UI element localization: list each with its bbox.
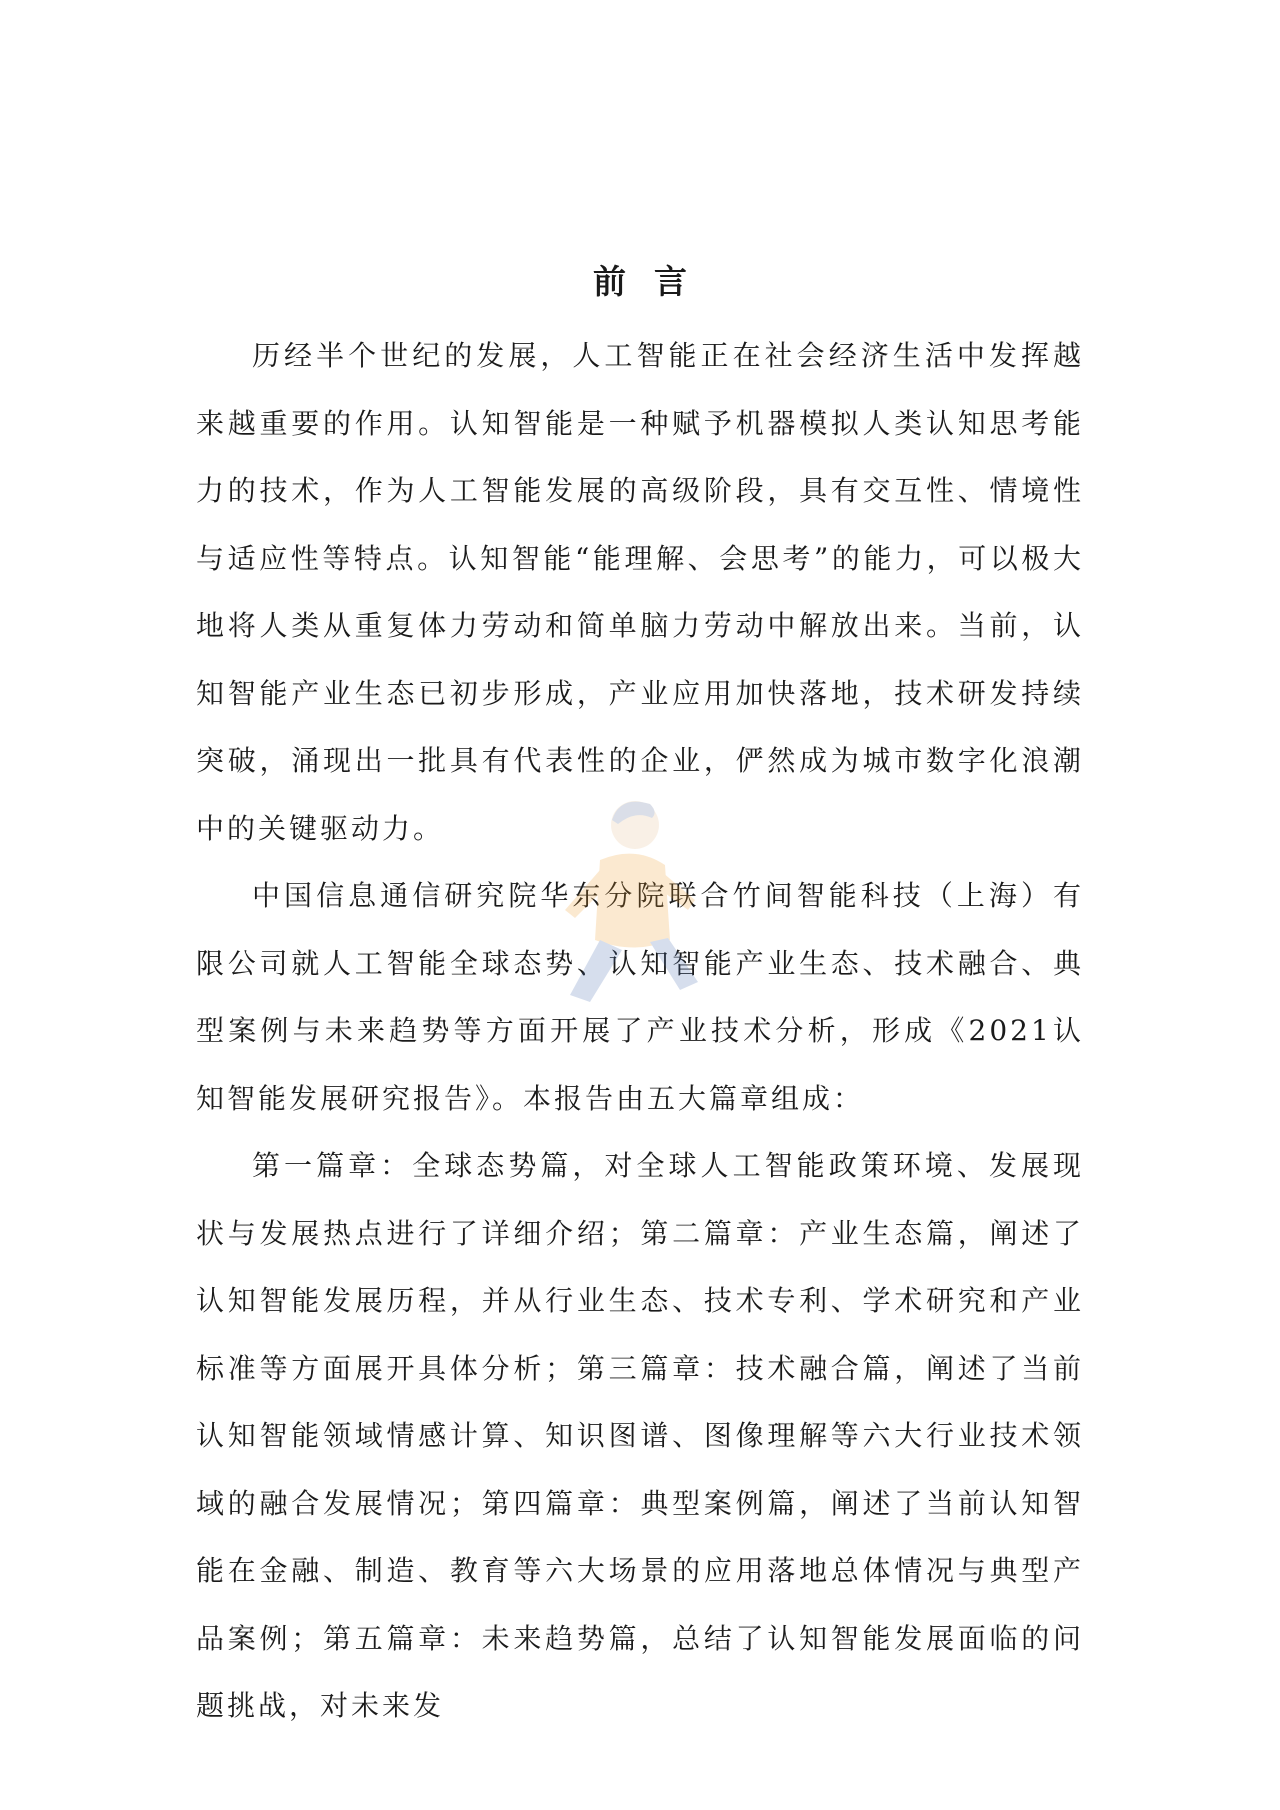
- watermark-leg-right: [650, 938, 698, 990]
- watermark-leg-left: [570, 940, 622, 1002]
- watermark-body: [595, 854, 670, 948]
- body-text: [196, 322, 1084, 1740]
- running-person-icon: [540, 790, 710, 1020]
- page-title: 前言: [593, 262, 715, 301]
- paragraph-report: 中国信息通信研究院华东分院联合竹间智能科技（上海）有限公司就人工智能全球态势、认知智能产业生态、技术融合、典型案例与未来趋势等方面开展了产业技术分析，形成《2021认知智能发展研究报告》。本报告由五大篇章组成：: [196, 879, 1084, 1115]
- paragraph-chapters: 第一篇章：全球态势篇，对全球人工智能政策环境、发展现状与发展热点进行了详细介绍；第二篇章：产业生态篇，阐述了认知智能发展历程，并从行业生态、技术专利、学术研究和产业标准等方面展开具体分析；第三篇章：技术融合篇，阐述了当前认知智能领域情感计算、知识图谱、图像理解等六大行业技术领域的融合发展情况；第四篇章：典型案例篇，阐述了当前认知智能在金融、制造、教育等六大场景的应用落地总体情况与典型产品案例；第五篇章：未来趋势篇，总结了认知智能发展面临的问题挑战，对未来发: [196, 1149, 1084, 1722]
- paragraph-intro: 历经半个世纪的发展，人工智能正在社会经济生活中发挥越来越重要的作用。认知智能是一种赋予机器模拟人类认知思考能力的技术，作为人工智能发展的高级阶段，具有交互性、情境性与适应性等特点。认知智能“能理解、会思考”的能力，可以极大地将人类从重复体力劳动和简单脑力劳动中解放出来。当前，认知智能产业生态已初步形成，产业应用加快落地，技术研发持续突破，涌现出一批具有代表性的企业，俨然成为城市数字化浪潮中的关键驱动力。: [196, 339, 1084, 845]
